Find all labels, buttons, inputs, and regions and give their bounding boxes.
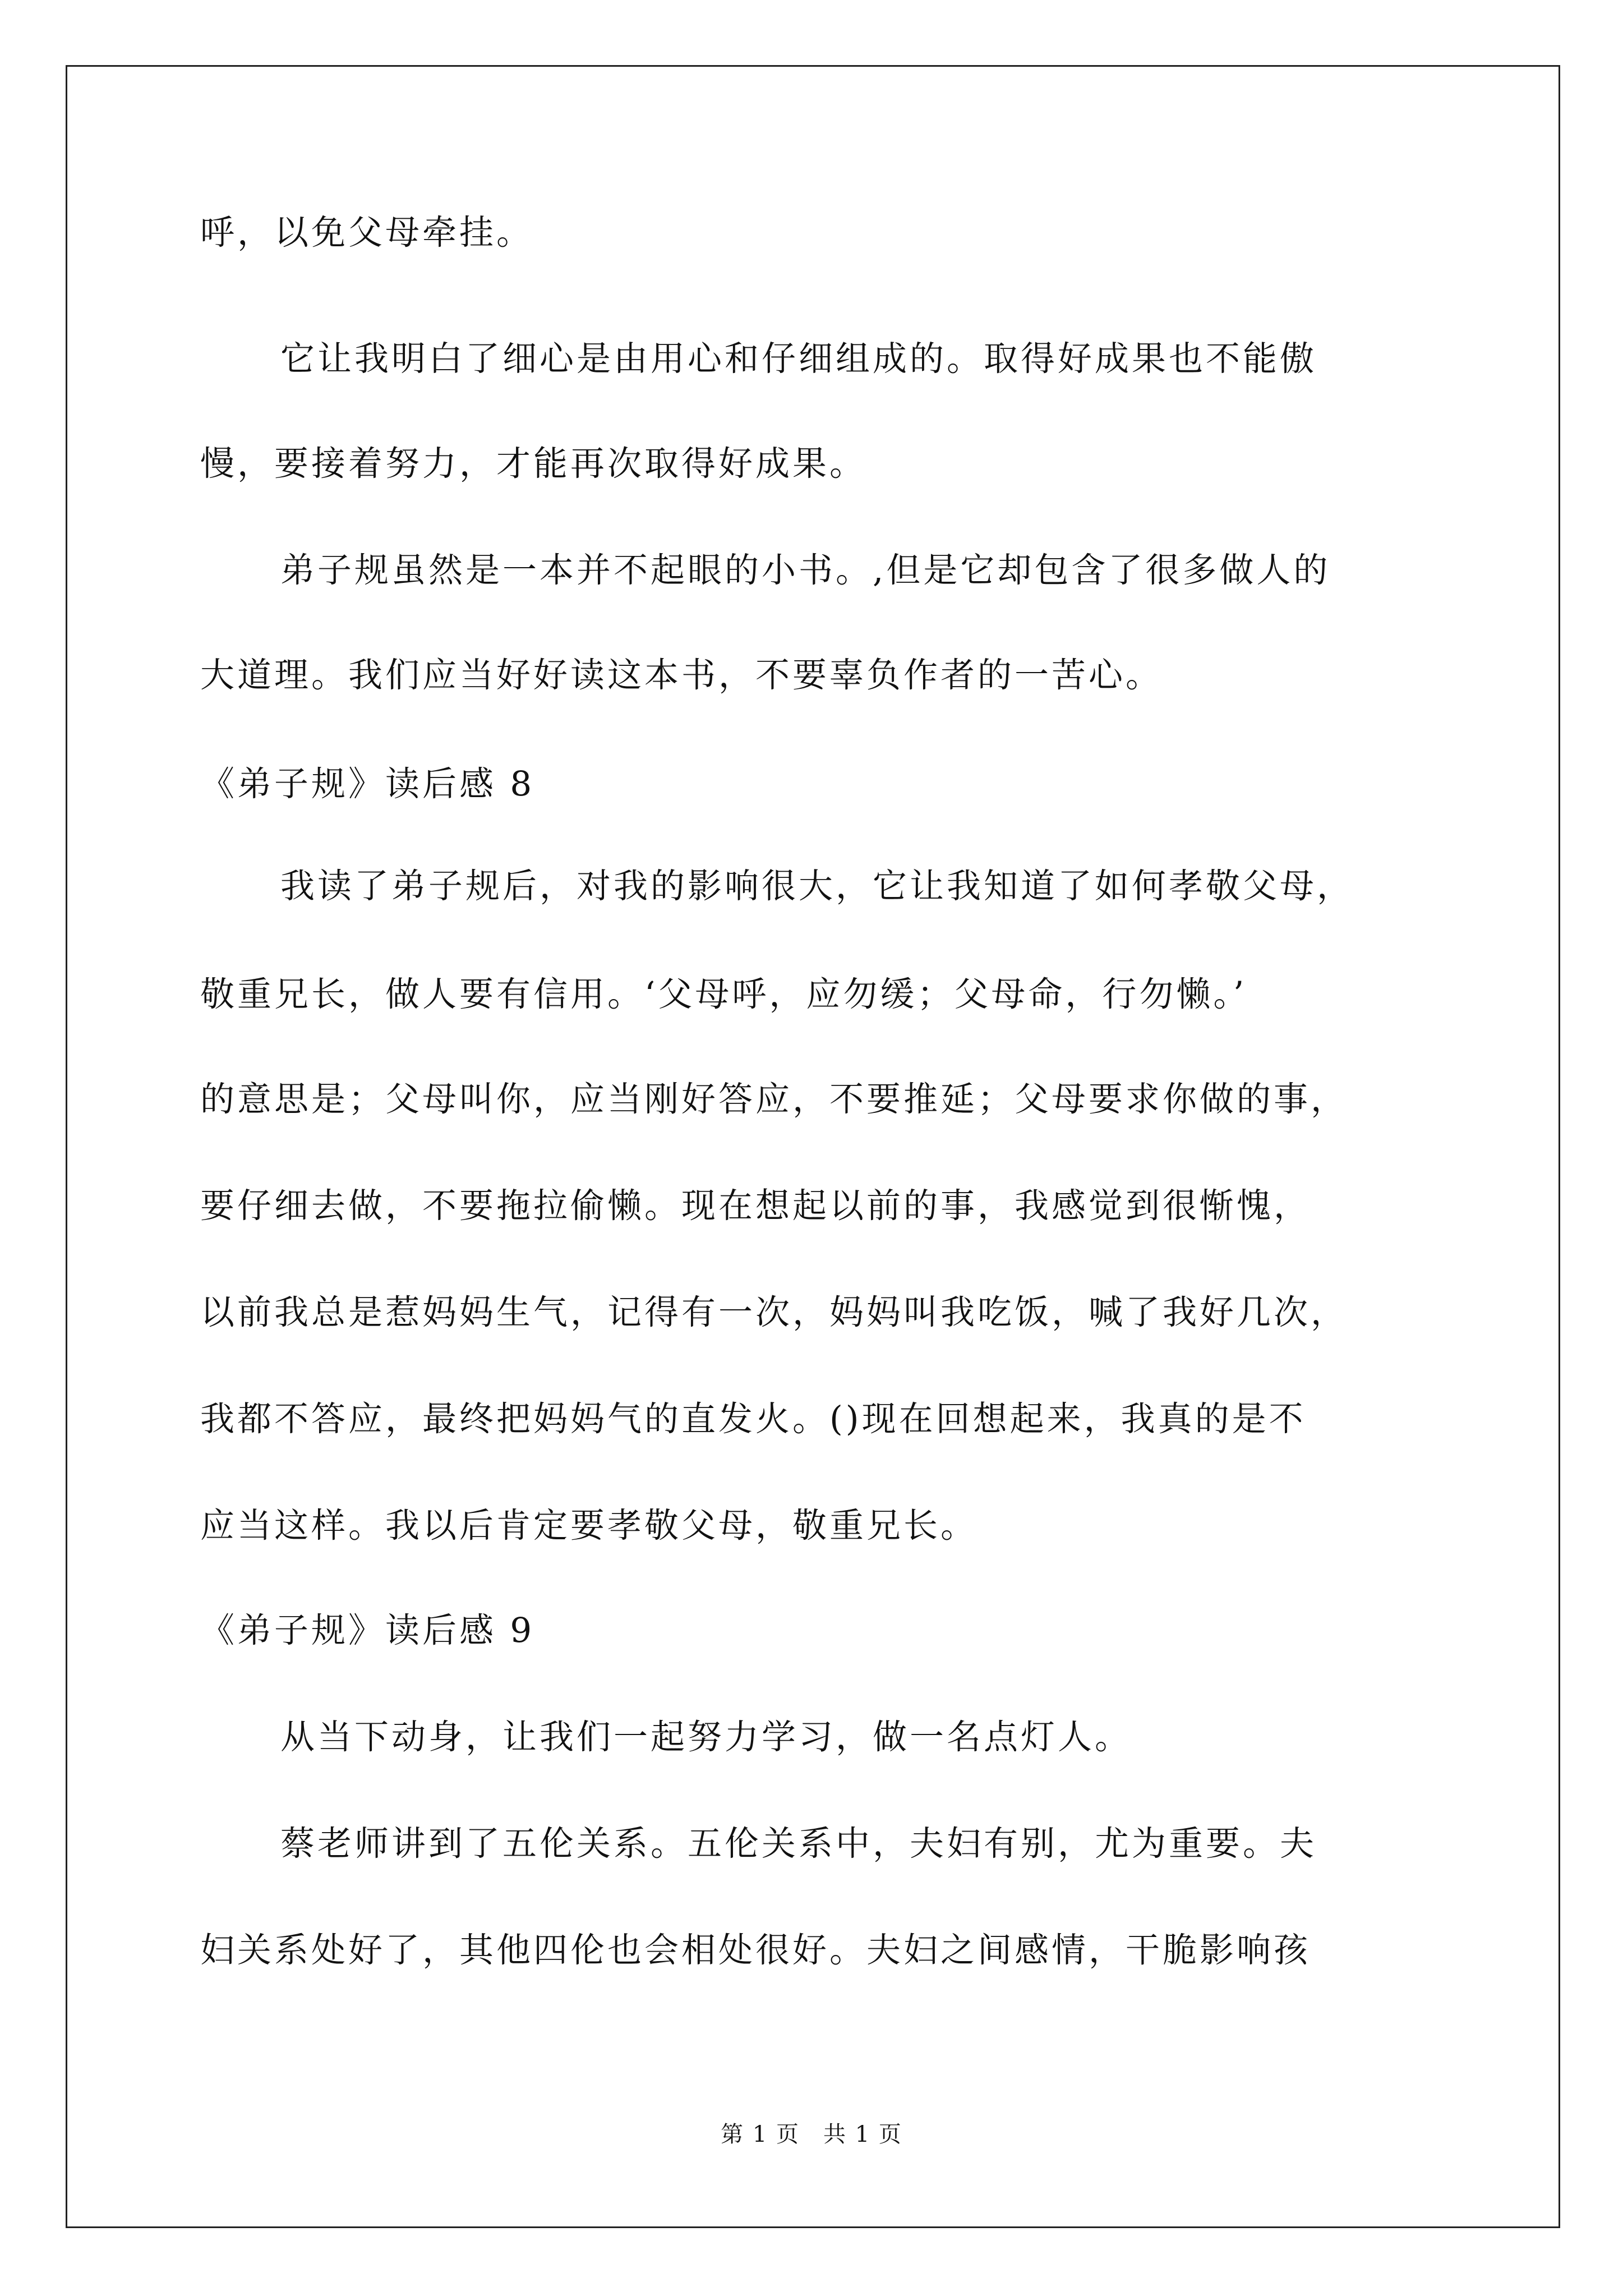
page-footer: 第 1 页 共 1 页 — [721, 2122, 902, 2147]
text-line-1: 呼，以免父母牵挂。 — [200, 213, 534, 252]
text-line-13: 应当这样。我以后肯定要孝敬父母，敬重兄长。 — [200, 1506, 978, 1545]
text-line-3: 慢，要接着努力，才能再次取得好成果。 — [200, 444, 867, 484]
text-line-12: 我都不答应，最终把妈妈气的直发火。()现在回想起来，我真的是不 — [200, 1399, 1306, 1439]
section-heading-9: 《弟子规》读后感 9 — [200, 1611, 535, 1650]
text-line-11: 以前我总是惹妈妈生气，记得有一次，妈妈叫我吃饭，喊了我好几次， — [200, 1292, 1348, 1332]
text-line-15: 从当下动身，让我们一起努力学习，做一名点灯人。 — [280, 1717, 1132, 1757]
text-line-17: 妇关系处好了，其他四伦也会相处很好。夫妇之间感情，干脆影响孩 — [200, 1930, 1311, 1970]
page-border — [66, 65, 1560, 2228]
text-line-4: 弟子规虽然是一本并不起眼的小书。,但是它却包含了很多做人的 — [280, 550, 1331, 590]
text-line-9: 的意思是；父母叫你，应当刚好答应，不要推延；父母要求你做的事， — [200, 1079, 1348, 1119]
text-line-7: 我读了弟子规后，对我的影响很大，它让我知道了如何孝敬父母， — [280, 866, 1354, 906]
text-line-2: 它让我明白了细心是由用心和仔细组成的。取得好成果也不能傲 — [280, 339, 1317, 379]
text-line-5: 大道理。我们应当好好读这本书，不要辜负作者的一苦心。 — [200, 655, 1163, 695]
text-line-8: 敬重兄长，做人要有信用。‘父母呼，应勿缓；父母命，行勿懒。’ — [200, 974, 1247, 1014]
text-line-16: 蔡老师讲到了五伦关系。五伦关系中，夫妇有别，尤为重要。夫 — [280, 1824, 1317, 1864]
text-line-10: 要仔细去做，不要拖拉偷懒。现在想起以前的事，我感觉到很惭愧， — [200, 1186, 1311, 1226]
section-heading-8: 《弟子规》读后感 8 — [200, 764, 535, 804]
